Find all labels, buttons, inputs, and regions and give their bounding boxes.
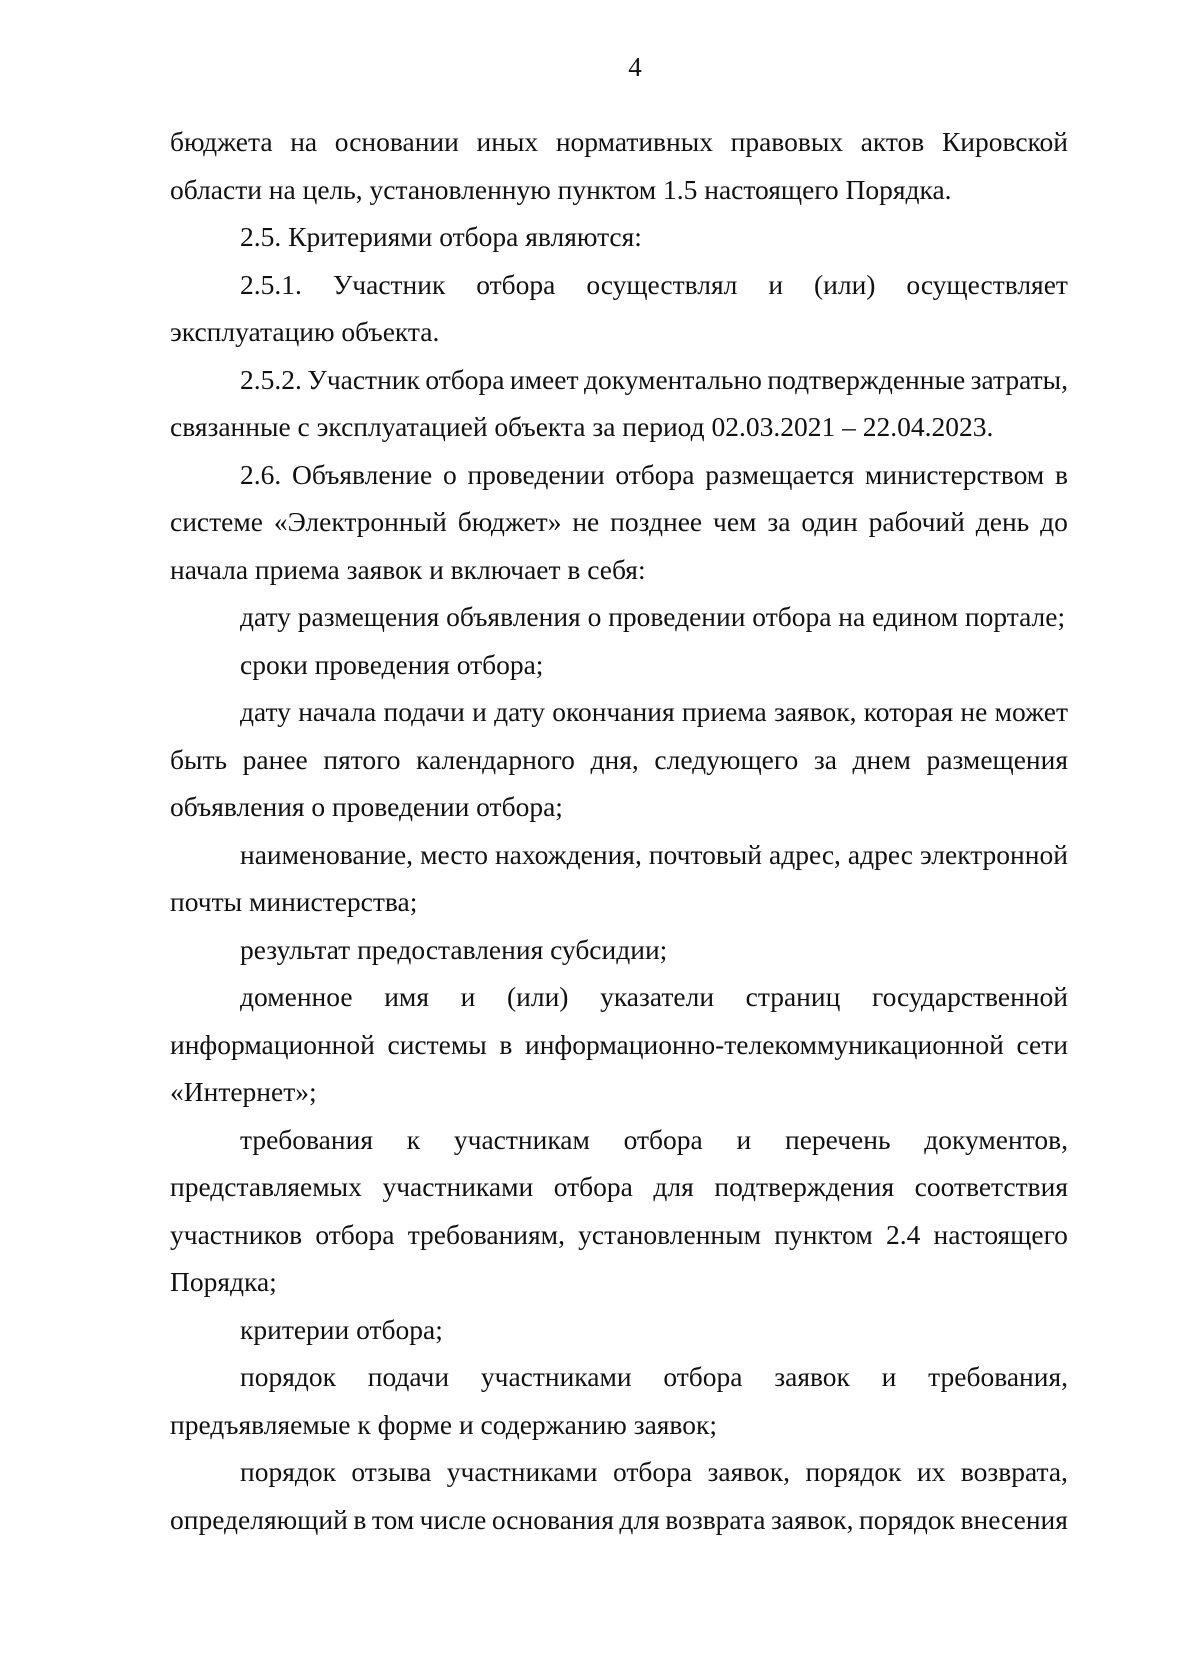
word: пятого xyxy=(323,743,401,775)
word: документально xyxy=(583,363,762,395)
word: участниками xyxy=(446,1456,598,1487)
word: подачи xyxy=(367,1361,450,1392)
word: основании xyxy=(334,126,459,157)
text-line xyxy=(170,1021,1068,1069)
word: которая xyxy=(863,696,954,727)
text-line xyxy=(170,261,1068,309)
word: не xyxy=(572,506,600,537)
text-line: результат предоставления субсидии; xyxy=(240,933,668,965)
word: заявок, xyxy=(771,1503,854,1535)
word: их xyxy=(916,1456,946,1487)
word: Объявление xyxy=(291,458,433,490)
word: и xyxy=(881,1361,897,1392)
word: Участник xyxy=(332,268,446,300)
text-line xyxy=(170,736,1068,784)
word: размещения xyxy=(926,743,1068,775)
word: системы xyxy=(387,1028,487,1060)
word: (или) xyxy=(813,268,876,300)
word: настоящего xyxy=(933,1218,1068,1250)
word: адрес, xyxy=(769,838,841,870)
word: участникам xyxy=(453,1123,590,1155)
word: день xyxy=(975,506,1030,537)
word: информационно-телекоммуникационной xyxy=(525,1028,1004,1060)
word: для xyxy=(619,1503,660,1535)
word: дату xyxy=(494,696,546,727)
word: календарного xyxy=(416,743,575,775)
word: затраты, xyxy=(970,363,1068,395)
word: доменное xyxy=(240,981,353,1012)
word: отбора xyxy=(623,1123,703,1155)
word: «Электронный xyxy=(273,506,447,537)
word: отбора xyxy=(663,1361,743,1392)
word: отбора xyxy=(315,1218,395,1250)
word: том xyxy=(371,1503,415,1535)
text-line: 2.5. Критериями отбора являются: xyxy=(240,221,642,252)
word: возврата, xyxy=(960,1456,1068,1487)
word: рабочий xyxy=(868,506,965,537)
word: подтверждения xyxy=(714,1171,895,1202)
word: возврата xyxy=(665,1503,766,1535)
word: имеет xyxy=(509,363,579,395)
word: отбора xyxy=(612,1456,693,1487)
word: основания xyxy=(491,1503,614,1535)
word: установленным xyxy=(578,1218,762,1250)
word: актов xyxy=(860,126,925,157)
word: иных xyxy=(476,126,539,157)
word: для xyxy=(653,1171,694,1202)
word: (или) xyxy=(506,981,569,1012)
text-line xyxy=(170,498,1068,546)
word: имя xyxy=(384,981,429,1012)
word: представляемых xyxy=(170,1171,362,1202)
word: осуществлял xyxy=(586,268,738,300)
word: министерством xyxy=(864,458,1045,490)
word: числе xyxy=(419,1503,487,1535)
word: порядок xyxy=(240,1361,336,1392)
word: 2.4 xyxy=(885,1218,921,1250)
word: проведении xyxy=(467,458,605,490)
text-line xyxy=(170,356,1068,404)
text-line xyxy=(170,1163,1068,1211)
word: приема xyxy=(681,696,767,727)
word: подачи xyxy=(383,696,465,727)
word: порядок xyxy=(859,1503,955,1535)
word: и xyxy=(460,981,476,1012)
word: размещается xyxy=(705,458,855,490)
word: сети xyxy=(1016,1028,1068,1060)
text-line: Порядка; xyxy=(170,1266,277,1297)
word: 2.6. xyxy=(240,458,282,490)
text-line xyxy=(170,688,1068,736)
text-line: критерии отбора; xyxy=(240,1313,443,1345)
word: наименование, xyxy=(240,838,414,870)
text-line: сроки проведения отбора; xyxy=(240,648,544,680)
word: системе xyxy=(170,506,263,537)
text-line: начала приема заявок и включает в себя: xyxy=(170,553,646,585)
word: и xyxy=(472,696,487,727)
word: и xyxy=(736,1123,752,1155)
word: окончания xyxy=(552,696,675,727)
word: осуществляет xyxy=(906,268,1068,300)
text-line xyxy=(170,1116,1068,1164)
word: до xyxy=(1040,506,1068,537)
word: отбора xyxy=(476,268,556,300)
word: в xyxy=(353,1503,367,1535)
word: к xyxy=(406,1123,421,1155)
word: участниками xyxy=(382,1171,534,1202)
word: электронной xyxy=(919,838,1068,870)
word: заявок, xyxy=(773,696,857,727)
word: почтовый xyxy=(648,838,762,870)
word: ранее xyxy=(242,743,308,775)
word: 2.5.1. xyxy=(240,268,302,300)
word: не xyxy=(960,696,988,727)
word: порядок xyxy=(240,1456,336,1487)
word: подтвержденные xyxy=(767,363,966,395)
word: государственной xyxy=(871,981,1068,1012)
word: требованиям, xyxy=(407,1218,565,1250)
word: днем xyxy=(852,743,911,775)
word: бюджет» xyxy=(457,506,562,537)
word: следующего xyxy=(654,743,799,775)
word: заявок, xyxy=(707,1456,791,1487)
word: документов, xyxy=(924,1123,1068,1155)
text-line xyxy=(170,1496,1068,1544)
word: адрес xyxy=(847,838,913,870)
text-line: дату размещения объявления о проведении отбора на едином портале; xyxy=(240,601,1066,632)
word: дня, xyxy=(590,743,639,775)
word: требования xyxy=(240,1123,373,1155)
word: отбора xyxy=(553,1171,633,1202)
word: позднее xyxy=(610,506,703,537)
text-line: почты министерства; xyxy=(170,886,418,917)
word: бюджета xyxy=(170,126,273,157)
word: участниками xyxy=(480,1361,632,1392)
word: правовых xyxy=(730,126,844,157)
word: в xyxy=(1054,458,1068,490)
page-number: 4 xyxy=(628,52,642,82)
word: в xyxy=(499,1028,513,1060)
document-body xyxy=(170,118,1068,1543)
word: отбора xyxy=(615,458,695,490)
word: быть xyxy=(170,743,228,775)
word: за xyxy=(813,743,837,775)
word: пунктом xyxy=(774,1218,873,1250)
text-line: связанные с эксплуатацией объекта за период 02.03.2021 – 22.04.2023. xyxy=(170,411,994,442)
word: определяющий xyxy=(170,1503,348,1535)
word: на xyxy=(290,126,318,157)
word: отзыва xyxy=(351,1456,432,1487)
word: внесения xyxy=(960,1503,1068,1535)
word: место xyxy=(420,838,488,870)
word: порядок xyxy=(805,1456,902,1487)
text-line xyxy=(170,451,1068,499)
word: соответствия xyxy=(914,1171,1068,1202)
word: участников xyxy=(170,1218,303,1250)
word: требования, xyxy=(928,1361,1068,1392)
word: и xyxy=(768,268,784,300)
word: начала xyxy=(298,696,377,727)
word: указатели xyxy=(600,981,715,1012)
word: отбора xyxy=(425,363,505,395)
text-line: объявления о проведении отбора; xyxy=(170,791,563,822)
word: нормативных xyxy=(555,126,713,157)
text-line: области на цель, установленную пунктом 1.5 настоящего Порядка. xyxy=(170,173,952,205)
word: о xyxy=(442,458,457,490)
text-line xyxy=(170,831,1068,879)
text-line xyxy=(170,1448,1068,1496)
word: перечень xyxy=(785,1123,891,1155)
word: дату xyxy=(240,696,291,727)
word: информационной xyxy=(170,1028,375,1060)
word: нахождения, xyxy=(494,838,642,870)
text-line xyxy=(170,118,1068,166)
text-line xyxy=(170,973,1068,1021)
word: один xyxy=(801,506,858,537)
word: 2.5.2. xyxy=(240,363,302,395)
word: чем xyxy=(713,506,757,537)
text-line: «Интернет»; xyxy=(170,1076,317,1107)
word: может xyxy=(994,696,1068,727)
word: Кировской xyxy=(941,126,1068,157)
word: Участник xyxy=(307,363,420,395)
word: заявок xyxy=(774,1361,850,1392)
word: за xyxy=(767,506,791,537)
text-line xyxy=(170,1353,1068,1401)
text-line xyxy=(170,1211,1068,1259)
word: страниц xyxy=(745,981,841,1012)
text-line: эксплуатацию объекта. xyxy=(170,316,440,347)
text-line: предъявляемые к форме и содержанию заявок; xyxy=(170,1408,717,1440)
